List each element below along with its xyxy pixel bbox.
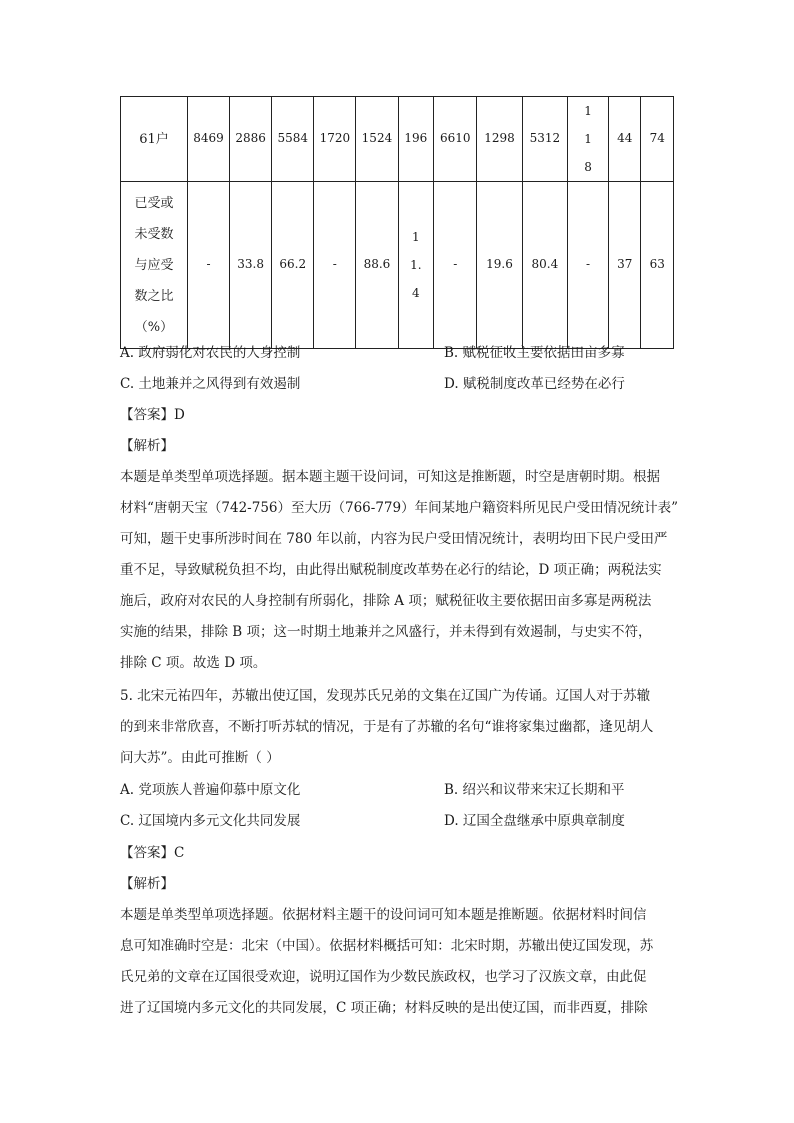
- q4-analysis-title: 【解析】: [120, 438, 174, 454]
- q4-analysis-line: 重不足，导致赋税负担不均，由此得出赋税制度改革势在必行的结论，D 项正确；两税法实: [120, 562, 662, 578]
- q4-analysis-line: 排除 C 项。故选 D 项。: [120, 655, 267, 671]
- label-line: （%）: [134, 319, 174, 335]
- label-line: 与应受: [134, 257, 174, 273]
- q4-option-d: D. 赋税制度改革已经势在必行: [444, 376, 625, 392]
- row-label: [121, 182, 188, 349]
- statistics-table: [120, 96, 674, 349]
- label-line: 已受或: [134, 195, 174, 211]
- table-row: [121, 97, 674, 182]
- table-cell: 5584: [272, 97, 314, 182]
- table-cell: 37: [609, 182, 641, 349]
- q5-stem-line: 的到来非常欣喜，不断打听苏轼的情况，于是有了苏辙的名句“谁将家集过幽都，逢见胡人: [120, 719, 654, 735]
- table-cell: 44: [609, 97, 641, 182]
- q5-analysis-line: 本题是单类型单项选择题。依据材料主题干的设问词可知本题是推断题。依据材料时间信: [120, 907, 647, 923]
- table-cell: 1524: [356, 97, 398, 182]
- q5-analysis-line: 氏兄弟的文章在辽国很受欢迎，说明辽国作为少数民族政权，也学习了汉族文章，由此促: [120, 969, 647, 985]
- label-line: 数之比: [134, 288, 174, 304]
- wrapped-value: 11.4: [410, 230, 422, 300]
- table-cell: 1720: [314, 97, 356, 182]
- q4-analysis-line: 材料“唐朝天宝（742-756）至大历（766-779）年间某地户籍资料所见民户受田情况统计表”: [120, 500, 678, 516]
- table-cell: [568, 97, 609, 182]
- q5-stem-line: 5. 北宋元祐四年，苏辙出使辽国，发现苏氏兄弟的文集在辽国广为传诵。辽国人对于苏辙: [120, 688, 651, 704]
- q5-option-a: A. 党项族人普遍仰慕中原文化: [120, 782, 301, 798]
- q4-analysis-line: 施后，政府对农民的人身控制有所弱化，排除 A 项；赋税征收主要依据田亩多寡是两税法: [120, 593, 652, 609]
- label-line: 未受数: [134, 226, 174, 242]
- table-cell: -: [187, 182, 229, 349]
- table-cell: 1298: [477, 97, 522, 182]
- q4-analysis-line: 实施的结果，排除 B 项；这一时期土地兼并之风盛行，并未得到有效遏制，与史实不符，: [120, 624, 652, 640]
- q4-option-c: C. 土地兼并之风得到有效遏制: [120, 376, 301, 392]
- table-cell: 80.4: [522, 182, 567, 349]
- table-cell: 66.2: [272, 182, 314, 349]
- wrapped-value: 118: [584, 104, 592, 174]
- q4-option-b: B. 赋税征收主要依据田亩多寡: [444, 345, 625, 361]
- table-row: [121, 182, 674, 349]
- q4-answer: 【答案】D: [120, 407, 185, 423]
- q5-answer: 【答案】C: [120, 845, 185, 861]
- table-cell: [398, 182, 434, 349]
- q4-option-a: A. 政府弱化对农民的人身控制: [120, 345, 301, 361]
- q5-analysis-line: 息可知准确时空是：北宋（中国）。依据材料概括可知：北宋时期，苏辙出使辽国发现，苏: [120, 938, 654, 954]
- table-cell: 88.6: [356, 182, 398, 349]
- table-cell: -: [434, 182, 477, 349]
- table-cell: 2886: [230, 97, 272, 182]
- q5-analysis-title: 【解析】: [120, 876, 174, 892]
- table-cell: -: [568, 182, 609, 349]
- table-cell: 6610: [434, 97, 477, 182]
- table-cell: 196: [398, 97, 434, 182]
- q4-analysis-line: 本题是单类型单项选择题。据本题主题干设问词，可知这是推断题，时空是唐朝时期。根据: [120, 469, 660, 485]
- q5-option-b: B. 绍兴和议带来宋辽长期和平: [444, 782, 625, 798]
- table-cell: 19.6: [477, 182, 522, 349]
- q5-stem-line: 问大苏”。由此可推断（ ）: [120, 750, 280, 766]
- q4-analysis-line: 可知，题干史事所涉时间在 780 年以前，内容为民户受田情况统计，表明均田下民户受田严: [120, 531, 668, 547]
- q5-analysis-line: 进了辽国境内多元文化的共同发展，C 项正确；材料反映的是出使辽国，而非西夏，排除: [120, 1000, 648, 1016]
- table-cell: 8469: [187, 97, 229, 182]
- row-label: 61户: [121, 97, 188, 182]
- table-cell: 33.8: [230, 182, 272, 349]
- table-cell: 74: [641, 97, 674, 182]
- table-cell: 5312: [522, 97, 567, 182]
- table-cell: 63: [641, 182, 674, 349]
- q5-option-d: D. 辽国全盘继承中原典章制度: [444, 813, 625, 829]
- q5-option-c: C. 辽国境内多元文化共同发展: [120, 813, 301, 829]
- table-cell: -: [314, 182, 356, 349]
